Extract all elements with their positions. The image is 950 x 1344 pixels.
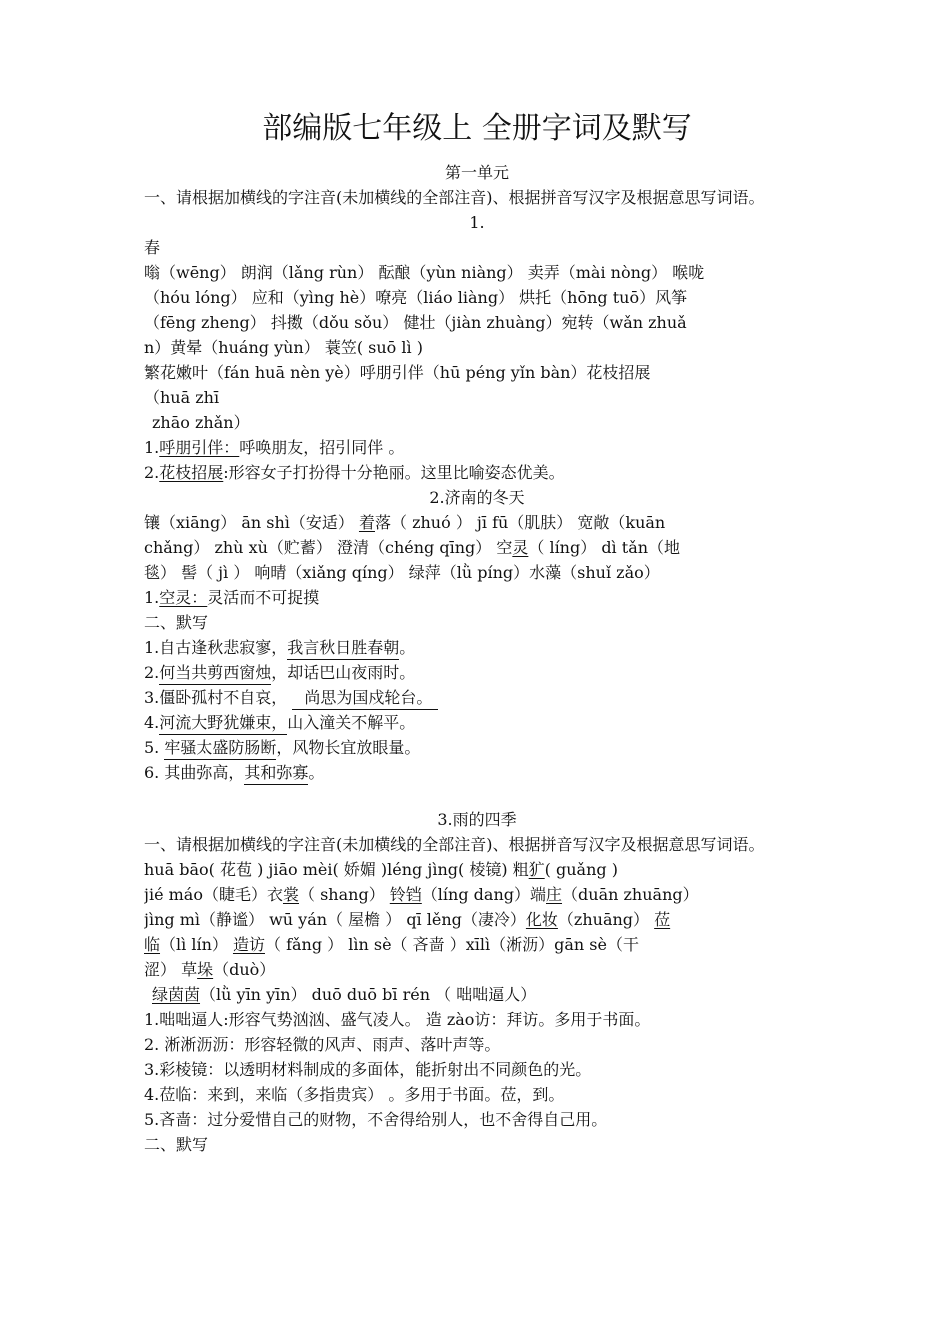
text: 1.自古逢秋悲寂寥， xyxy=(144,638,288,657)
page-title: 部编版七年级上 全册字词及默写 xyxy=(262,111,692,146)
text: 山入潼关不解平。 xyxy=(287,713,416,732)
underlined-char: 庄 xyxy=(546,885,563,904)
lesson1-row: （hóu lóng） 应和（yìng hè）嘹亮（liáo liàng） 烘托（hōng tuō）风筝 xyxy=(144,288,688,307)
lesson3-row xyxy=(144,907,810,932)
text: （ fǎng ） lìn sè（ 吝啬 ）xīlì（淅沥）gān sè（干 xyxy=(264,935,639,954)
lesson3-row xyxy=(144,957,810,982)
underlined-char: 绿茵茵 xyxy=(152,985,201,1004)
text: 5. xyxy=(144,738,165,757)
definition-item: 1.咄咄逼人:形容气势汹汹、盛气凌人。 造 zào访：拜访。多用于书面。 xyxy=(144,1010,651,1029)
definition-text: 呼唤朋友，招引同伴 。 xyxy=(239,438,405,457)
dictation-item xyxy=(144,635,810,660)
lesson2-row: 毯） 髻（ jì ） 响晴（xiǎng qíng） 绿萍（lǜ píng）水藻（shuǐ zǎo） xyxy=(144,563,660,582)
dictation-item xyxy=(144,735,810,760)
answer-blank: 我言秋日胜春朝 xyxy=(287,637,399,660)
lesson1-row: n）黄晕（huáng yùn） 蓑笠( suō lì ) xyxy=(144,338,423,357)
underlined-char: 灵 xyxy=(512,538,529,557)
lesson2-row xyxy=(144,535,810,560)
text: （zhuāng） xyxy=(557,910,655,929)
definition-number: 1. xyxy=(144,438,160,457)
dictation-item xyxy=(144,760,810,785)
underlined-char: 化妆 xyxy=(525,910,558,929)
dictation-item xyxy=(144,685,810,710)
text: ，风物长宜放眼量。 xyxy=(276,738,421,757)
spacer xyxy=(144,785,810,807)
underlined-char: 临 xyxy=(144,935,161,954)
underlined-char: 铃铛 xyxy=(389,885,422,904)
lesson3-row xyxy=(144,982,810,1007)
answer-blank: 何当共剪西窗烛 xyxy=(159,662,271,685)
underlined-char: 造访 xyxy=(232,935,265,954)
lesson3-row xyxy=(144,882,810,907)
answer-blank: 其和弥寡 xyxy=(244,762,308,785)
underlined-char: 犷 xyxy=(528,860,545,879)
instruction-3: 一、请根据加横线的字注音(未加横线的全部注音)、根据拼音写汉字及根据意思写词语。 xyxy=(144,835,765,854)
lesson2-title: 2.济南的冬天 xyxy=(429,488,525,507)
answer-blank: 河流大野犹嫌束， xyxy=(159,712,287,735)
underlined-char: 垛 xyxy=(197,960,214,979)
text: 落（ zhuó ） jī fū（肌肤） 宽敞（kuān xyxy=(374,513,666,532)
text: jié máo（睫毛）衣 xyxy=(144,885,283,904)
text: 4. xyxy=(144,713,160,732)
lesson1-row: （huā zhī xyxy=(144,388,220,407)
definition-number: 2. xyxy=(144,463,160,482)
text: 6. 其曲弥高， xyxy=(144,763,245,782)
lesson1-row: zhāo zhǎn） xyxy=(152,413,250,432)
definition-item: 4.莅临：来到，来临（多指贵宾） 。多用于书面。莅，到。 xyxy=(144,1085,565,1104)
lesson3-title: 3.雨的四季 xyxy=(437,810,517,829)
dictation-item xyxy=(144,660,810,685)
underlined-char: 莅 xyxy=(654,910,671,929)
lesson3-row xyxy=(144,857,810,882)
lesson2-row xyxy=(144,510,810,535)
text: ，却话巴山夜雨时。 xyxy=(271,663,416,682)
lesson1-title: 春 xyxy=(144,238,161,257)
definition-number: 1. xyxy=(144,588,160,607)
answer-blank: 牢骚太盛防肠断 xyxy=(164,737,276,760)
dictation-heading: 二、默写 xyxy=(144,613,209,632)
text: jìng mì（静谧） wū yán（ 屋檐 ） qī lěng（凄冷） xyxy=(144,910,526,929)
unit-heading: 第一单元 xyxy=(444,163,509,182)
text: （lì lín） xyxy=(160,935,233,954)
text: （duò） xyxy=(213,960,276,979)
definition-item: 2. 淅淅沥沥：形容轻微的风声、雨声、落叶声等。 xyxy=(144,1035,501,1054)
text: （lǜ yīn yīn） duō duō bī rén （ 咄咄逼人） xyxy=(200,985,537,1004)
text: （líng dang）端 xyxy=(421,885,546,904)
lesson1-row: （fēng zheng） 抖擞（dǒu sǒu） 健壮（jiàn zhuàng）宛转（wǎn zhuǎ xyxy=(144,313,687,332)
definition-item xyxy=(144,435,810,460)
definition-word: 花枝招展 xyxy=(159,463,224,482)
underlined-char: 着 xyxy=(358,513,375,532)
lesson1-row: 嗡（wēng） 朗润（lǎng rùn） 酝酿（yùn niàng） 卖弄（mài nòng） 喉咙 xyxy=(144,263,705,282)
dictation-item xyxy=(144,710,810,735)
answer-blank: 尚思为国戍轮台。 xyxy=(292,687,438,710)
text: （duān zhuāng） xyxy=(562,885,699,904)
text: （ shang） xyxy=(299,885,390,904)
definition-text: 灵活而不可捉摸 xyxy=(207,588,320,607)
definition-text: :形容女子打扮得十分艳丽。这里比喻姿态优美。 xyxy=(223,463,565,482)
text: 。 xyxy=(399,638,416,657)
text: 3.僵卧孤村不自哀， xyxy=(144,688,293,707)
text: ( guǎng ) xyxy=(544,860,618,879)
definition-item: 3.彩棱镜：以透明材料制成的多面体，能折射出不同颜色的光。 xyxy=(144,1060,592,1079)
document-page xyxy=(144,108,810,1157)
definition-item: 5.吝啬：过分爱惜自己的财物，不舍得给别人，也不舍得自己用。 xyxy=(144,1110,608,1129)
definition-item xyxy=(144,460,810,485)
dictation-heading-2: 二、默写 xyxy=(144,1135,209,1154)
lesson1-row: 繁花嫩叶（fán huā nèn yè）呼朋引伴（hū péng yǐn bàn）花枝招展 xyxy=(144,363,651,382)
text: 镶（xiāng） ān shì（安适） xyxy=(144,513,359,532)
text: chǎng） zhù xù（贮蓄） 澄清（chéng qīng） 空 xyxy=(144,538,513,557)
underlined-char: 裳 xyxy=(282,885,299,904)
text: 涩） 草 xyxy=(144,960,198,979)
definition-word: 呼朋引伴： xyxy=(159,438,240,457)
text: huā bāo( 花苞 ) jiāo mèi( 娇媚 )léng jìng( 棱镜) 粗 xyxy=(144,860,529,879)
definition-word: 空灵： xyxy=(159,588,208,607)
lesson3-row xyxy=(144,932,810,957)
text: 2. xyxy=(144,663,160,682)
lesson1-number: 1. xyxy=(469,213,485,232)
definition-item xyxy=(144,585,810,610)
instruction-1: 一、请根据加横线的字注音(未加横线的全部注音)、根据拼音写汉字及根据意思写词语。 xyxy=(144,188,765,207)
text: （ líng） dì tǎn（地 xyxy=(528,538,681,557)
text: 。 xyxy=(308,763,325,782)
